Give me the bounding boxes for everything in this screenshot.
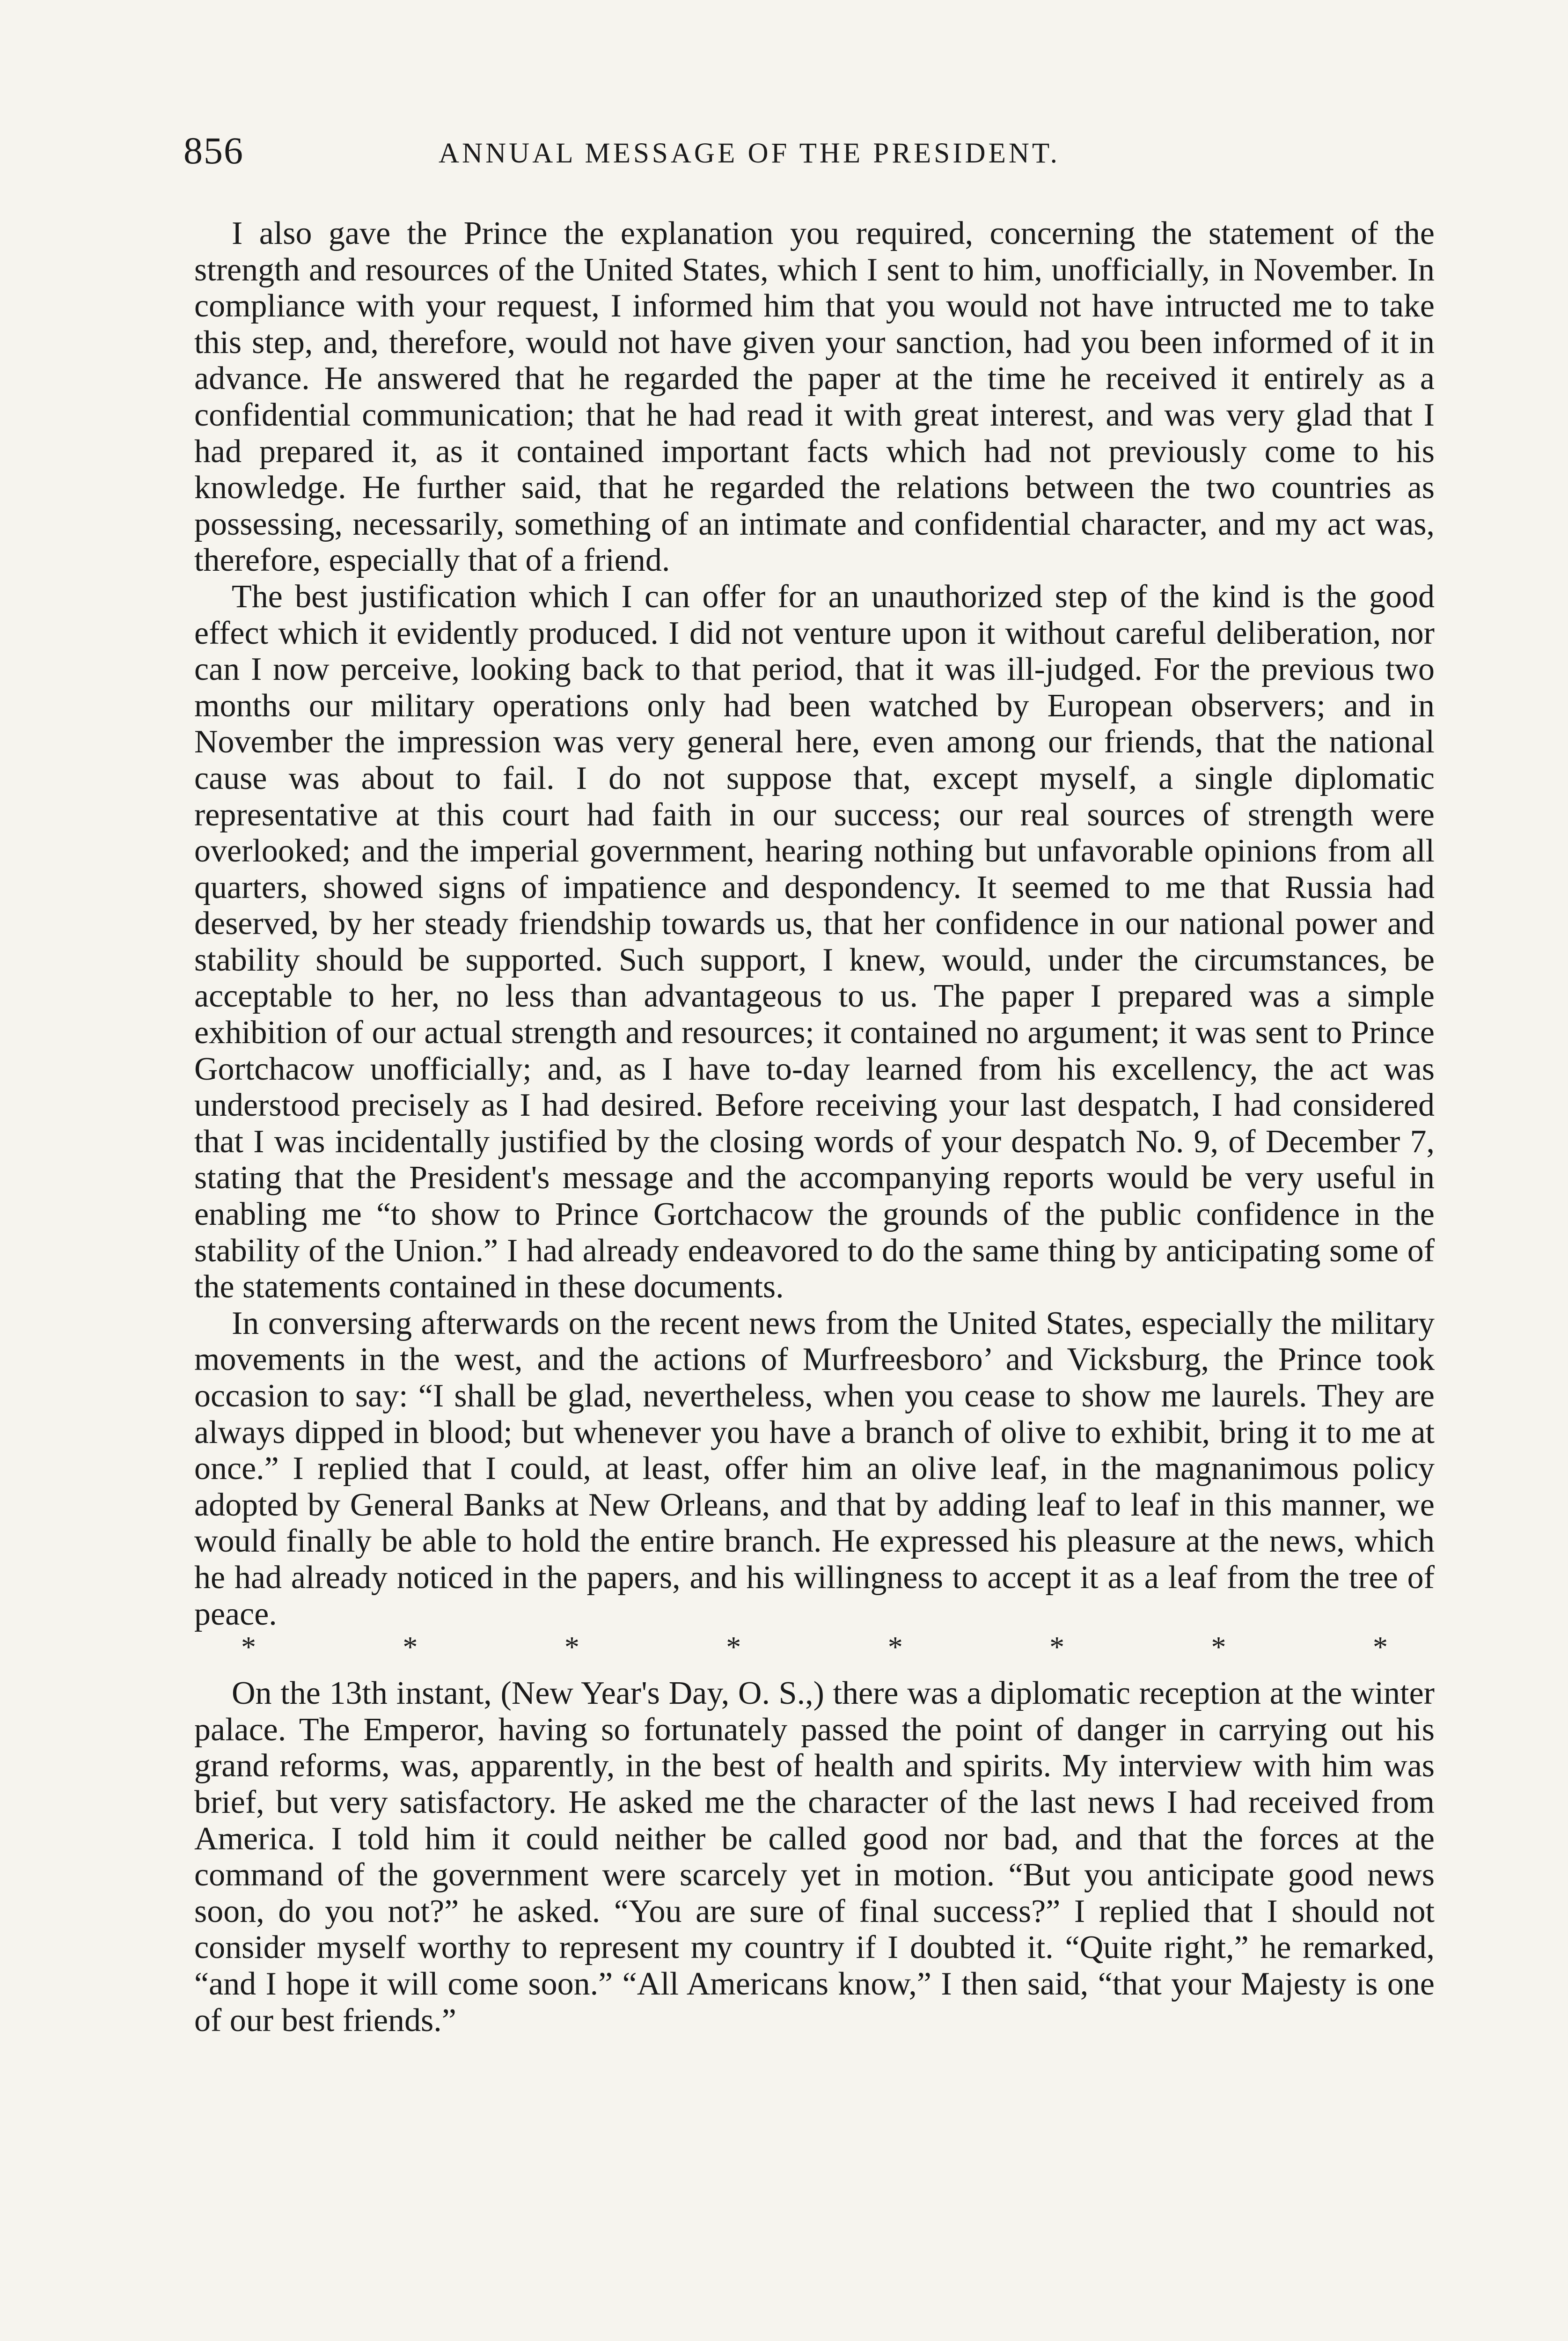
document-body — [194, 215, 1435, 2039]
paragraph-reception: On the 13th instant, (New Year's Day, O. S.,) there was a diplomatic reception at the winter palace. The Emperor, having so fortunately passed the point of danger in carrying out his grand reforms, was, apparently, in the best of health and spirits. My interview with him was brief, but very satisfactory. He asked me the character of the last news I had received from America. I told him it could neither be called good nor bad, and that the forces at the command of the government were scarcely yet in motion. “But you anticipate good news soon, do you not?” he asked. “You are sure of final success?” I replied that I should not consider myself worthy to represent my country if I doubted it. “Quite right,” he remarked, “and I hope it will come soon.” “All Americans know,” I then said, “that your Majesty is one of our best friends.” — [194, 1675, 1435, 2039]
paragraph-justification: The best justification which I can offer for an unauthorized step of the kind is the good effect which it evidently produced. I did not venture upon it without careful deliberation, nor can I now perceive, looking back to that period, that it was ill-judged. For the previous two months our military operations only had been watched by European observers; and in November the impression was very general here, even among our friends, that the national cause was about to fail. I do not suppose that, except myself, a single diplomatic representative at this court had faith in our success; our real sources of strength were overlooked; and the imperial government, hearing nothing but unfavorable opinions from all quarters, showed signs of impatience and despondency. It seemed to me that Russia had deserved, by her steady friendship towards us, that her confidence in our national power and stability should be supported. Such support, I knew, would, under the circumstances, be acceptable to her, no less than advantageous to us. The paper I prepared was a simple exhibition of our actual strength and resources; it contained no argument; it was sent to Prince Gortchacow unofficially; and, as I have to-day learned from his excellency, the act was understood precisely as I had desired. Before receiving your last despatch, I had considered that I was incidentally justified by the closing words of your despatch No. 9, of December 7, stating that the President's message and the accompanying reports would be very useful in enabling me “to show to Prince Gortchacow the grounds of the public confidence in the stability of the Union.” I had already endeavored to do the same thing by anticipating some of the statements contained in these documents. — [194, 578, 1435, 1305]
section-separator — [241, 1632, 1388, 1665]
separator-asterisk: * — [1211, 1630, 1226, 1664]
separator-asterisk: * — [887, 1630, 903, 1664]
separator-asterisk: * — [1372, 1630, 1388, 1664]
separator-gap — [194, 1665, 1435, 1675]
running-head: ANNUAL MESSAGE OF THE PRESIDENT. — [439, 138, 1060, 169]
paragraph-conversation: In conversing afterwards on the recent news from the United States, especially the military movements in the west, and the actions of Murfreesboro’ and Vicksburg, the Prince took occasion to say: “I shall be glad, nevertheless, when you cease to show me laurels. They are always dipped in blood; but whenever you have a branch of olive to exhibit, bring it to me at once.” I replied that I could, at least, offer him an olive leaf, in the magnanimous policy adopted by General Banks at New Orleans, and that by adding leaf to leaf in this manner, we would finally be able to hold the entire branch. He expressed his pleasure at the news, which he had already noticed in the papers, and his willingness to accept it as a leaf from the tree of peace. — [194, 1305, 1435, 1632]
separator-asterisk: * — [726, 1630, 741, 1664]
separator-asterisk: * — [241, 1630, 256, 1664]
paragraph-explanation: I also gave the Prince the explanation you required, concerning the statement of the strength and resources of the United States, which I sent to him, unofficially, in November. In compliance with your request, I informed him that you would not have intructed me to take this step, and, therefore, would not have given your sanction, had you been informed of it in advance. He answered that he regarded the paper at the time he received it entirely as a confidential communication; that he had read it with great interest, and was very glad that I had prepared it, as it contained important facts which had not previously come to his knowledge. He further said, that he regarded the relations between the two countries as possessing, necessarily, something of an intimate and confidential character, and my act was, therefore, especially that of a friend. — [194, 215, 1435, 579]
separator-asterisk: * — [403, 1630, 418, 1664]
page-number: 856 — [183, 129, 244, 172]
separator-asterisk: * — [1049, 1630, 1065, 1664]
page-header — [183, 124, 1447, 180]
separator-asterisk: * — [564, 1630, 579, 1664]
